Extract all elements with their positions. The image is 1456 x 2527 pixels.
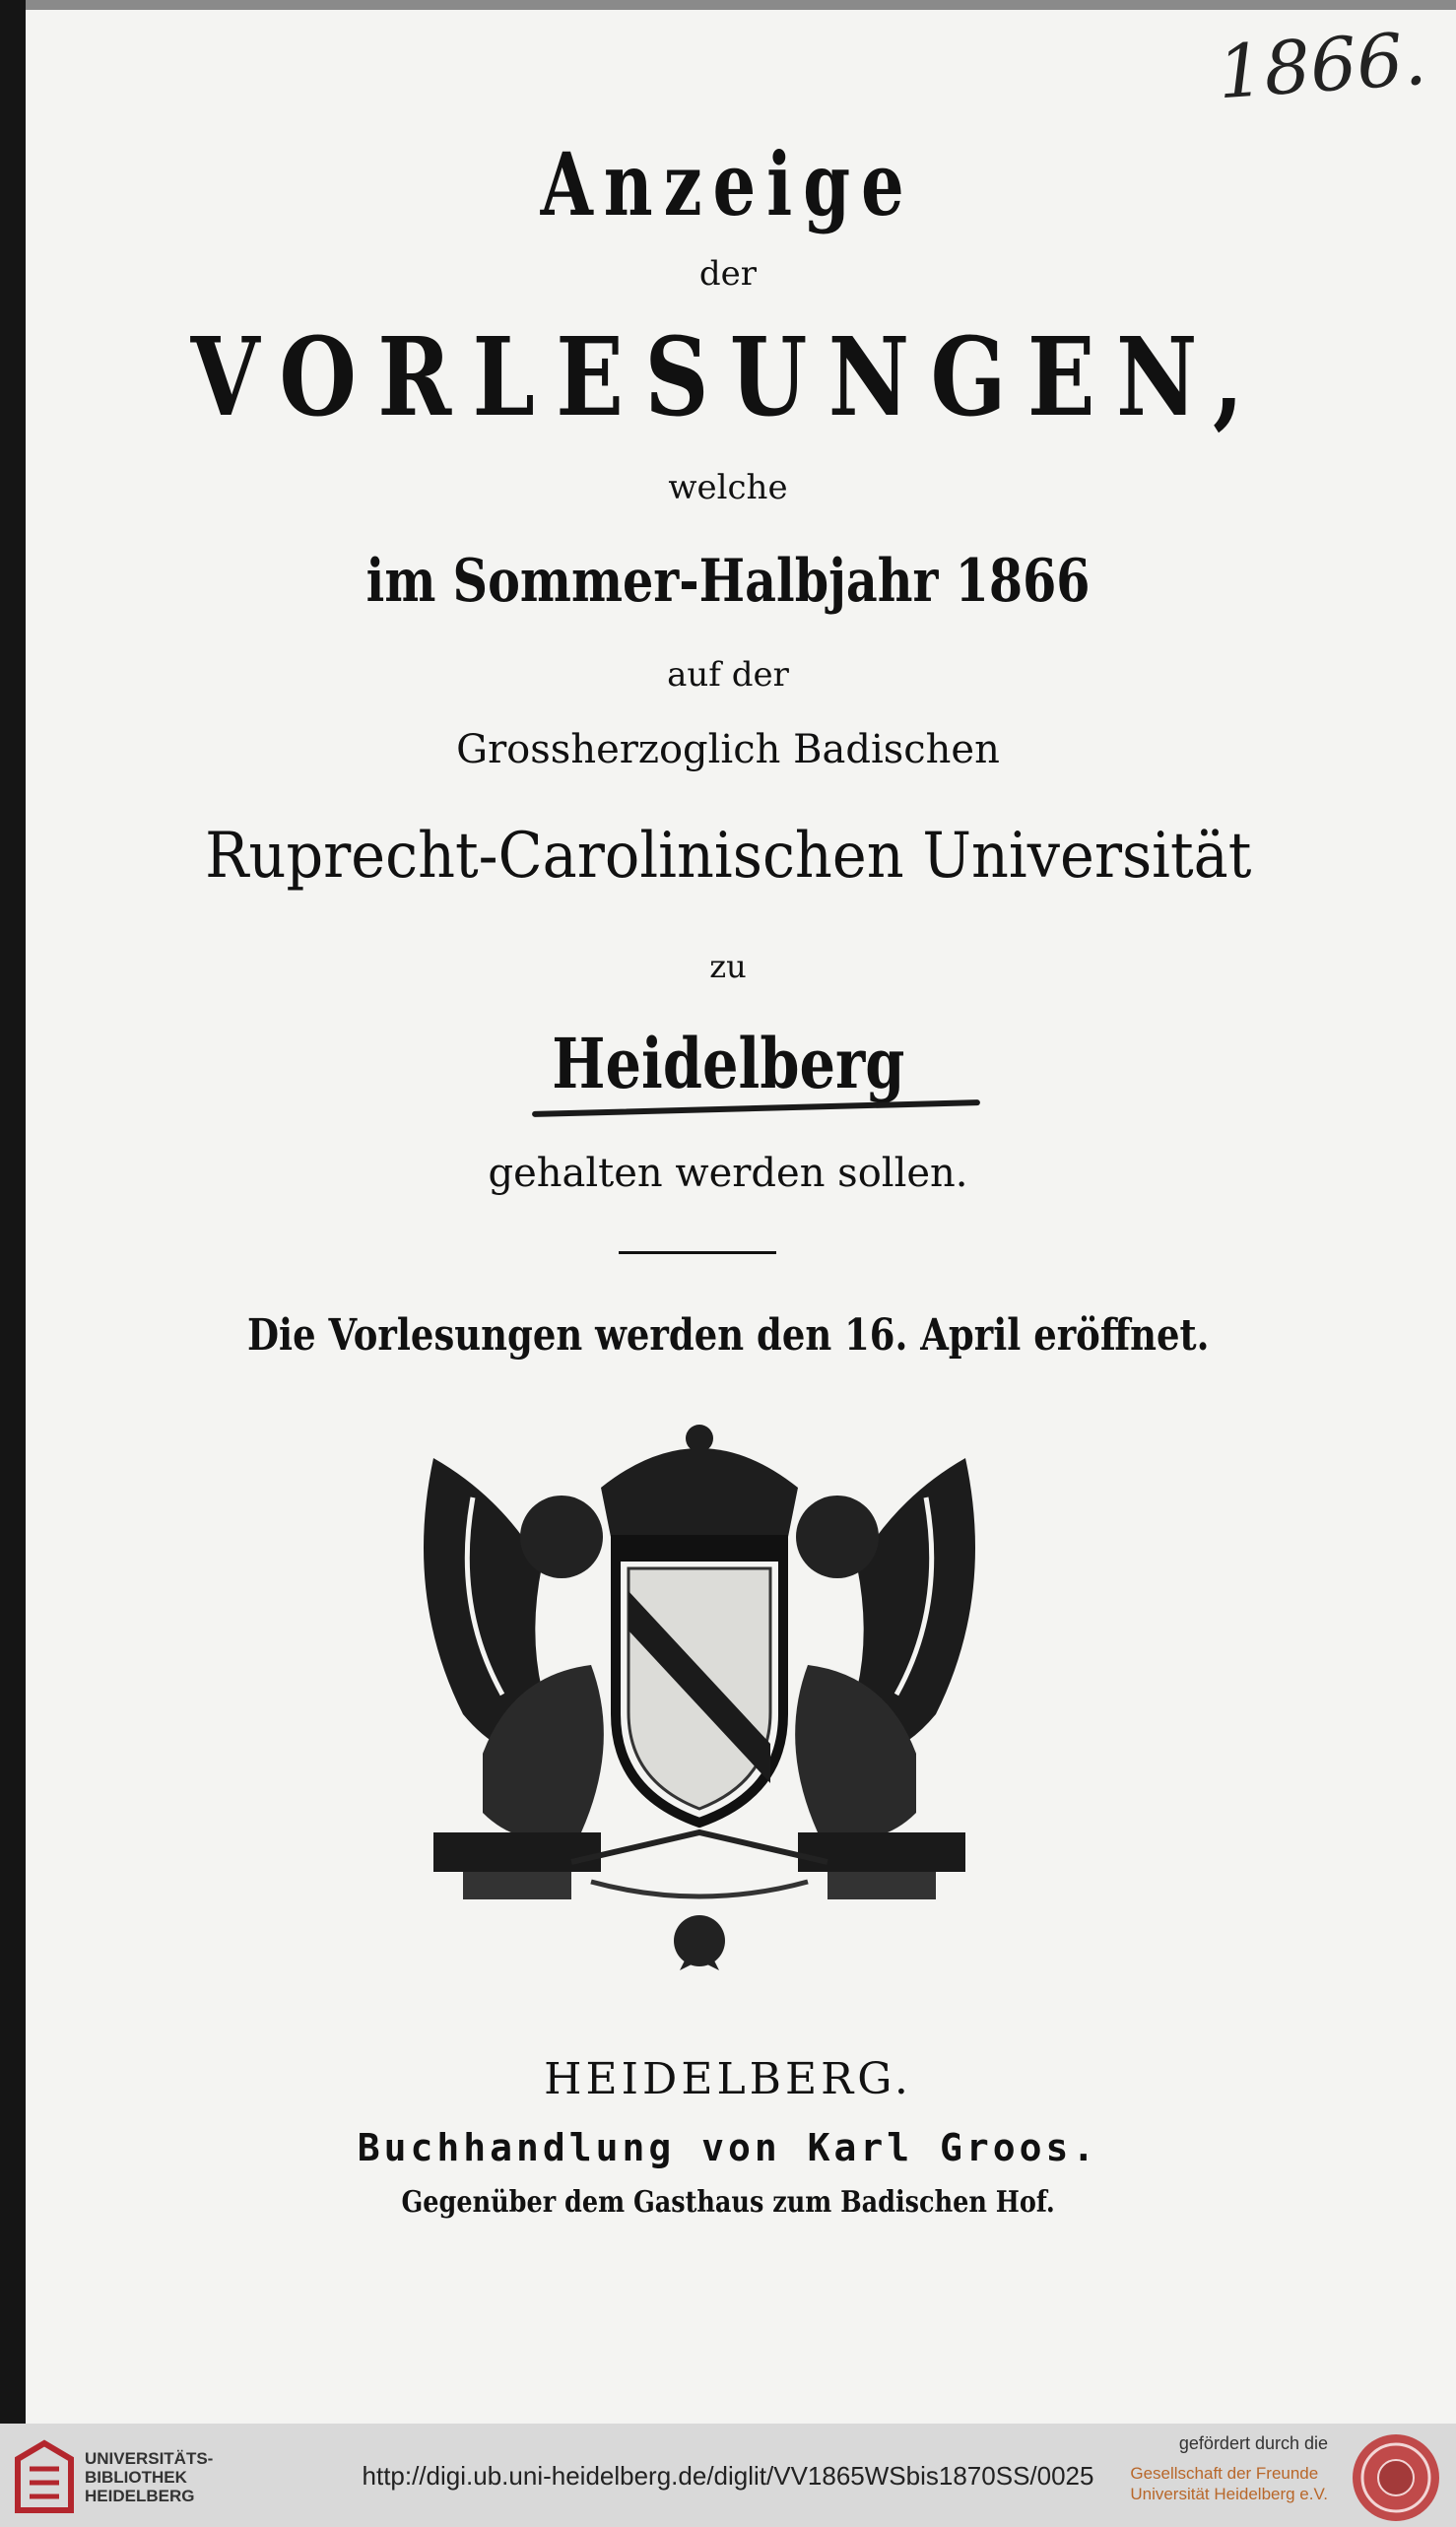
divider-rule: [619, 1251, 776, 1254]
title-vorlesungen: VORLESUNGEN,: [190, 313, 1266, 440]
title-anzeige: Anzeige: [540, 133, 915, 235]
imprint-publisher: Buchhandlung von Karl Groos.: [357, 2126, 1099, 2169]
coat-of-arms-icon: [394, 1419, 1005, 1990]
title-zu: zu: [709, 948, 747, 985]
imprint-city: HEIDELBERG.: [544, 2054, 912, 2104]
title-gehalten: gehalten werden sollen.: [488, 1151, 968, 1196]
library-name: UNIVERSITÄTS- BIBLIOTHEK HEIDELBERG: [85, 2449, 214, 2505]
handwritten-year: 1866.: [1215, 16, 1429, 116]
page-top-edge: [0, 0, 1456, 10]
imprint-address: Gegenüber dem Gasthaus zum Badischen Hof.: [401, 2185, 1055, 2220]
title-semester: im Sommer-Halbjahr 1866: [365, 547, 1091, 616]
title-auf-der: auf der: [667, 655, 789, 695]
viewer-footer: [0, 2424, 1456, 2527]
university-seal-icon: [1350, 2431, 1442, 2524]
title-university: Ruprecht-Carolinischen Universität: [204, 820, 1252, 893]
title-der: der: [698, 254, 758, 294]
title-welche: welche: [668, 468, 788, 507]
title-grossherzoglich: Grossherzoglich Badischen: [456, 727, 1000, 772]
sponsor-label: gefördert durch die: [1178, 2433, 1328, 2453]
page-url-link[interactable]: http://digi.ub.uni-heidelberg.de/diglit/VV1865WSbis1870SS/0025: [362, 2461, 1094, 2491]
title-heidelberg: Heidelberg: [551, 1023, 905, 1104]
opening-note: Die Vorlesungen werden den 16. April eröffnet.: [246, 1310, 1210, 1361]
sponsor-name: Gesellschaft der Freunde Universität Heidelberg e.V.: [1130, 2464, 1328, 2503]
